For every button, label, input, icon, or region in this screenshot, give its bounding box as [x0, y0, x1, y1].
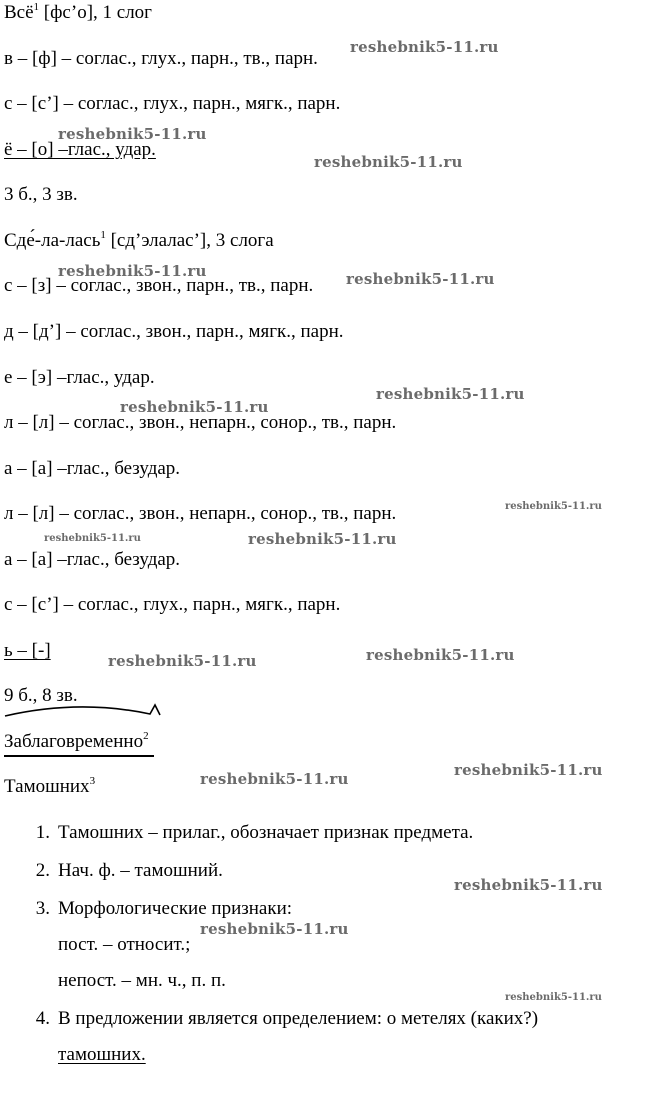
analysis-line: д – [д’] – соглас., звон., парн., мягк., парн.: [4, 321, 344, 342]
analysis-line: е – [э] –глас., удар.: [4, 367, 155, 388]
watermark: reshebnik5-11.ru: [314, 153, 463, 171]
root-arc-mark: [4, 703, 174, 717]
analysis-line: с – [з] – соглас., звон., парн., тв., парн.: [4, 275, 314, 296]
watermark: reshebnik5-11.ru: [120, 398, 269, 416]
analysis-line: ь – [-]: [4, 640, 51, 661]
analysis-line: с – [с’] – соглас., глух., парн., мягк., парн.: [4, 93, 341, 114]
watermark: reshebnik5-11.ru: [454, 761, 603, 779]
word1-title: Всё$^1$ [фс’о], 1 слог: [4, 1, 152, 23]
watermark: reshebnik5-11.ru: [58, 262, 207, 280]
watermark: reshebnik5-11.ru: [376, 385, 525, 403]
summary: 9 б., 8 зв.: [4, 685, 78, 706]
watermark: reshebnik5-11.ru: [248, 530, 397, 548]
word2-title: Сде́-ла-лась$^1$ [сд’элалас’], 3 слога: [4, 229, 274, 251]
watermark: reshebnik5-11.ru: [366, 646, 515, 664]
watermark: reshebnik5-11.ru: [200, 770, 349, 788]
watermark: reshebnik5-11.ru: [454, 876, 603, 894]
watermark: reshebnik5-11.ru: [200, 920, 349, 938]
analysis-line: в – [ф] – соглас., глух., парн., тв., парн.: [4, 48, 318, 69]
analysis-line: а – [а] –глас., безудар.: [4, 549, 181, 570]
summary: 3 б., 3 зв.: [4, 184, 78, 205]
analysis-line: а – [а] –глас., безудар.: [4, 458, 181, 479]
watermark: reshebnik5-11.ru: [505, 992, 602, 1003]
watermark: reshebnik5-11.ru: [346, 270, 495, 288]
word3-text: Заблаговременно$^2$: [4, 730, 149, 752]
watermark: reshebnik5-11.ru: [505, 501, 602, 512]
analysis-line: с – [с’] – соглас., глух., парн., мягк., парн.: [4, 594, 341, 615]
watermark: reshebnik5-11.ru: [350, 38, 499, 56]
watermark: reshebnik5-11.ru: [108, 652, 257, 670]
ending-underline: [4, 755, 154, 757]
analysis-line: ё – [о] –глас., удар.: [4, 139, 156, 160]
analysis-line: л – [л] – соглас., звон., непарн., сонор., тв., парн.: [4, 412, 397, 433]
word4-title: Тамошних$^3$: [4, 775, 96, 797]
watermark: reshebnik5-11.ru: [58, 125, 207, 143]
watermark: reshebnik5-11.ru: [44, 533, 141, 544]
analysis-line: л – [л] – соглас., звон., непарн., сонор., тв., парн.: [4, 503, 397, 524]
